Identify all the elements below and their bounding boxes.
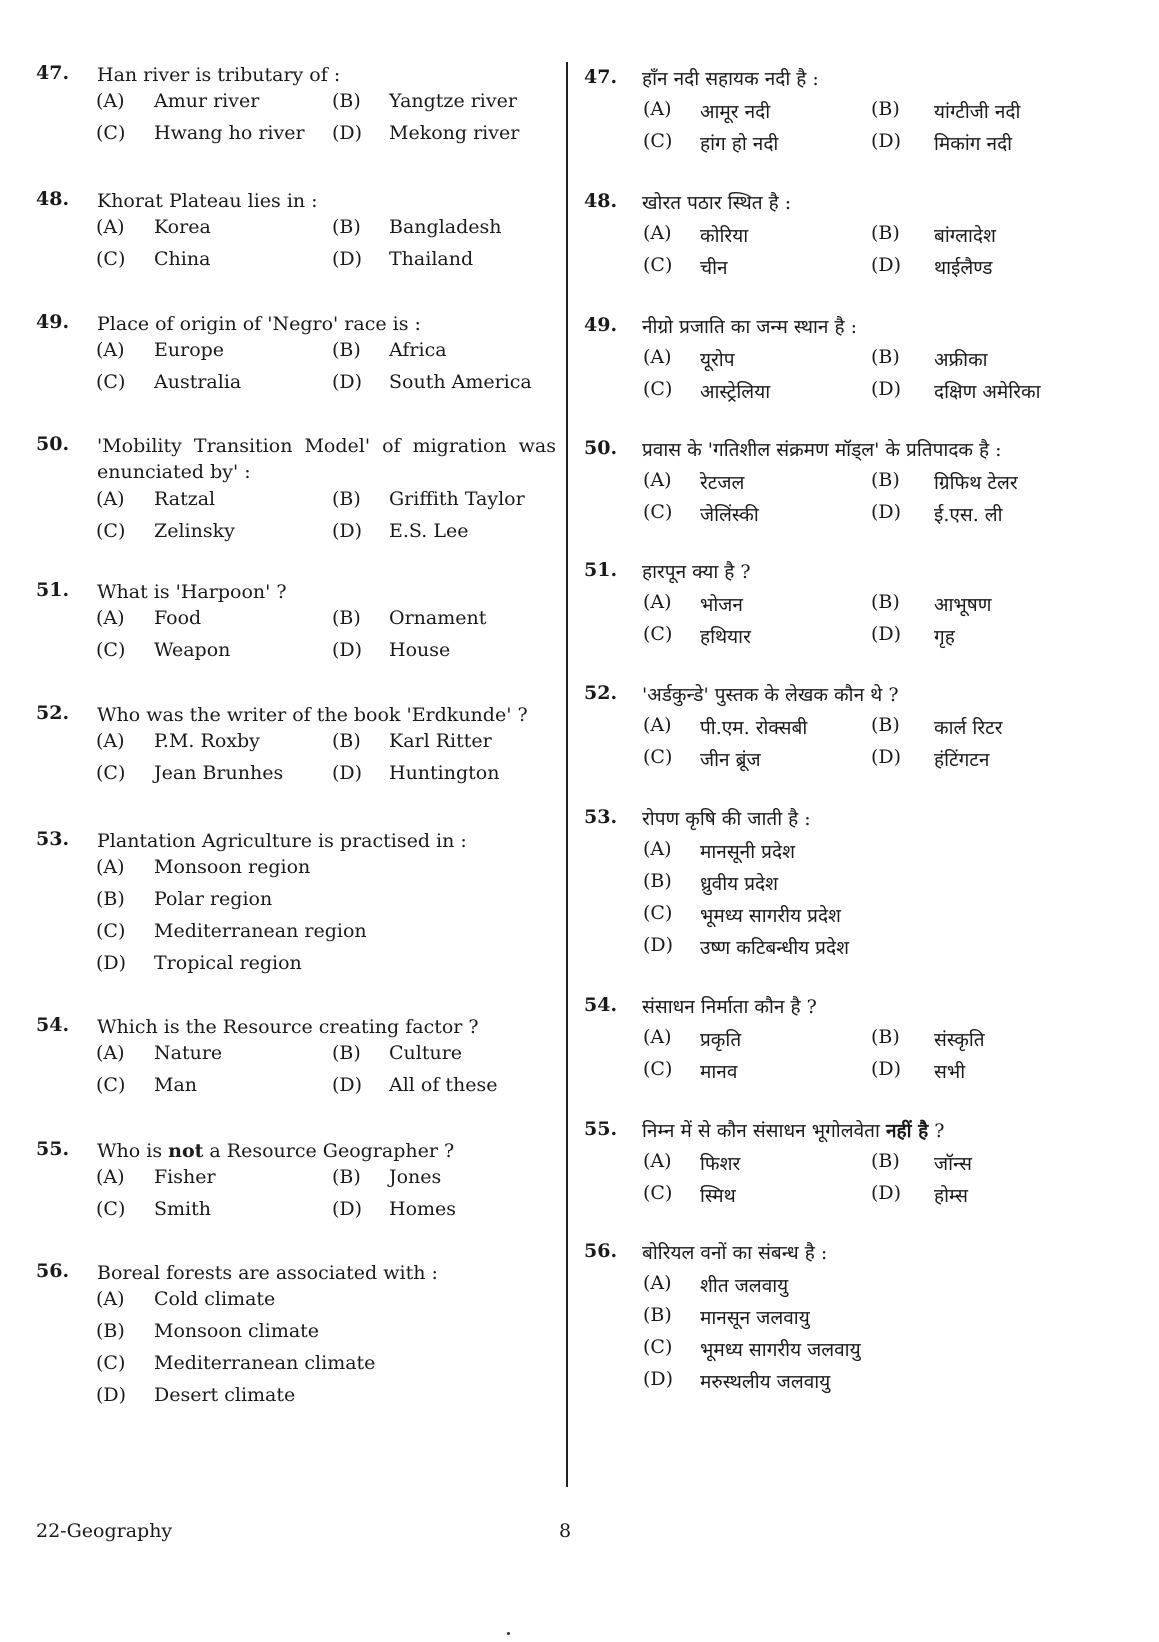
option-text: मानव (700, 1061, 738, 1083)
question-number: 55. (584, 1118, 618, 1140)
option-label: (A) (96, 90, 125, 112)
question-number: 52. (584, 682, 618, 704)
option-label: (B) (332, 488, 361, 510)
option-label: (A) (643, 1272, 672, 1294)
option-text: Nature (154, 1042, 223, 1064)
option-label: (C) (643, 378, 673, 400)
option-label: (A) (96, 216, 125, 238)
option-text: Australia (154, 371, 242, 393)
option-text: ई.एस. ली (934, 504, 1003, 526)
question-stem: Han river is tributary of : (97, 64, 341, 86)
option-text: पी.एम. रोक्सबी (700, 717, 808, 739)
option-text: मरुस्थलीय जलवायु (700, 1371, 831, 1393)
option-label: (B) (332, 90, 361, 112)
option-label: (B) (871, 714, 900, 736)
option-text: Food (154, 607, 202, 629)
option-text: जॉन्स (934, 1153, 972, 1175)
page-number: 8 (559, 1520, 572, 1542)
option-label: (C) (96, 520, 126, 542)
option-label: (D) (871, 1058, 902, 1080)
option-text: Cold climate (154, 1288, 276, 1310)
question-number: 49. (36, 311, 70, 333)
question-number: 51. (36, 579, 70, 601)
option-label: (A) (96, 1042, 125, 1064)
option-text: आभूषण (934, 594, 992, 616)
option-label: (A) (643, 1026, 672, 1048)
question-stem: What is 'Harpoon' ? (97, 581, 287, 603)
option-text: China (154, 248, 211, 270)
question-number: 52. (36, 702, 70, 724)
question-stem: Who was the writer of the book 'Erdkunde' ? (97, 704, 528, 726)
option-text: कोरिया (700, 225, 749, 247)
option-text: Europe (154, 339, 225, 361)
option-text: होम्स (934, 1185, 969, 1207)
option-label: (A) (96, 730, 125, 752)
option-text: भोजन (700, 594, 743, 616)
option-label: (C) (96, 1074, 126, 1096)
option-label: (B) (871, 346, 900, 368)
option-text: चीन (700, 257, 728, 279)
question-number: 54. (36, 1014, 70, 1036)
scan-mark (507, 1632, 510, 1635)
option-text: यांग्टीजी नदी (934, 101, 1021, 123)
question-stem: बोरियल वनों का संबन्ध है : (642, 1242, 828, 1264)
question-stem: Which is the Resource creating factor ? (97, 1016, 479, 1038)
option-label: (A) (96, 488, 125, 510)
question-stem: हाँन नदी सहायक नदी है : (642, 68, 819, 90)
question-stem: 'अर्डकुन्डे' पुस्तक के लेखक कौन थे ? (642, 684, 899, 706)
option-text: ध्रुवीय प्रदेश (700, 873, 779, 895)
option-text: शीत जलवायु (700, 1275, 789, 1297)
option-label: (D) (332, 371, 363, 393)
option-text: House (389, 639, 451, 661)
option-label: (D) (871, 746, 902, 768)
option-label: (A) (96, 339, 125, 361)
option-label: (A) (643, 98, 672, 120)
option-label: (A) (96, 1166, 125, 1188)
option-label: (A) (643, 714, 672, 736)
option-text: ग्रिफिथ टेलर (934, 472, 1018, 494)
option-label: (B) (332, 730, 361, 752)
option-text: भूमध्य सागरीय जलवायु (700, 1339, 861, 1361)
option-text: Polar region (154, 888, 273, 910)
option-label: (A) (96, 1288, 125, 1310)
option-text: E.S. Lee (389, 520, 469, 542)
option-label: (B) (643, 870, 672, 892)
option-label: (D) (332, 248, 363, 270)
option-label: (D) (643, 1368, 674, 1390)
option-text: Tropical region (154, 952, 302, 974)
option-text: Monsoon region (154, 856, 311, 878)
question-stem: Who is not a Resource Geographer ? (97, 1140, 455, 1162)
option-text: Africa (389, 339, 447, 361)
option-label: (C) (643, 902, 673, 924)
question-stem: Place of origin of 'Negro' race is : (97, 313, 421, 335)
footer-subject: 22-Geography (36, 1520, 173, 1542)
option-text: Griffith Taylor (389, 488, 525, 510)
option-label: (D) (871, 1182, 902, 1204)
option-text: आमूर नदी (700, 101, 771, 123)
option-label: (D) (332, 762, 363, 784)
option-label: (C) (643, 130, 673, 152)
question-number: 48. (584, 190, 618, 212)
option-text: Culture (389, 1042, 463, 1064)
option-label: (B) (871, 469, 900, 491)
option-text: कार्ल रिटर (934, 717, 1003, 739)
question-number: 51. (584, 559, 618, 581)
option-text: Mekong river (389, 122, 520, 144)
option-label: (B) (871, 1150, 900, 1172)
question-number: 50. (584, 437, 618, 459)
question-number: 56. (584, 1240, 618, 1262)
question-number: 47. (584, 66, 618, 88)
option-text: मिकांग नदी (934, 133, 1013, 155)
option-text: उष्ण कटिबन्धीय प्रदेश (700, 937, 849, 959)
option-text: स्मिथ (700, 1185, 736, 1207)
option-label: (D) (332, 639, 363, 661)
question-number: 50. (36, 433, 70, 455)
question-number: 53. (36, 828, 70, 850)
option-text: Hwang ho river (154, 122, 305, 144)
option-label: (B) (96, 888, 125, 910)
option-label: (D) (96, 952, 127, 974)
option-label: (B) (871, 222, 900, 244)
option-text: भूमध्य सागरीय प्रदेश (700, 905, 841, 927)
option-label: (C) (643, 1336, 673, 1358)
option-text: South America (389, 371, 532, 393)
option-text: मानसून जलवायु (700, 1307, 810, 1329)
option-label: (B) (871, 591, 900, 613)
option-text: Karl Ritter (389, 730, 492, 752)
option-text: थाईलैण्ड (934, 257, 993, 279)
option-label: (D) (871, 378, 902, 400)
option-text: सभी (934, 1061, 966, 1083)
option-label: (B) (871, 98, 900, 120)
question-number: 55. (36, 1138, 70, 1160)
option-label: (D) (871, 254, 902, 276)
option-text: आस्ट्रेलिया (700, 381, 771, 403)
option-text: Korea (154, 216, 211, 238)
option-text: Bangladesh (389, 216, 502, 238)
question-number: 54. (584, 994, 618, 1016)
option-text: अफ्रीका (934, 349, 988, 371)
option-label: (B) (96, 1320, 125, 1342)
option-text: हथियार (700, 626, 751, 648)
option-label: (A) (643, 591, 672, 613)
option-text: Ratzal (154, 488, 216, 510)
option-label: (D) (96, 1384, 127, 1406)
option-label: (A) (643, 222, 672, 244)
option-label: (B) (332, 216, 361, 238)
option-text: Jean Brunhes (154, 762, 284, 784)
option-label: (A) (96, 856, 125, 878)
option-text: Mediterranean climate (154, 1352, 376, 1374)
question-stem: 'Mobility Transition Model' of migration was enunciated by' : (97, 435, 556, 483)
option-label: (C) (96, 639, 126, 661)
question-stem: Boreal forests are associated with : (97, 1262, 438, 1284)
option-text: हंटिंगटन (934, 749, 990, 771)
option-text: मानसूनी प्रदेश (700, 841, 795, 863)
option-label: (D) (871, 130, 902, 152)
option-text: यूरोप (700, 349, 735, 371)
option-text: रेटजल (700, 472, 745, 494)
option-label: (C) (643, 501, 673, 523)
option-text: दक्षिण अमेरिका (934, 381, 1041, 403)
option-text: जीन ब्रूंज (700, 749, 761, 771)
option-text: गृह (934, 626, 955, 648)
option-text: Zelinsky (154, 520, 235, 542)
option-text: Monsoon climate (154, 1320, 320, 1342)
option-text: हांग हो नदी (700, 133, 779, 155)
question-number: 48. (36, 188, 70, 210)
option-label: (B) (871, 1026, 900, 1048)
question-stem: Plantation Agriculture is practised in : (97, 830, 467, 852)
option-label: (D) (332, 520, 363, 542)
option-label: (C) (643, 254, 673, 276)
option-label: (D) (332, 1198, 363, 1220)
option-text: Homes (389, 1198, 457, 1220)
option-label: (C) (643, 1182, 673, 1204)
option-label: (D) (871, 623, 902, 645)
question-stem: निम्न में से कौन संसाधन भूगोलवेता नहीं है ? (642, 1120, 945, 1142)
option-label: (C) (643, 623, 673, 645)
option-text: संस्कृति (934, 1029, 985, 1051)
option-text: प्रकृति (700, 1029, 742, 1051)
option-label: (A) (96, 607, 125, 629)
option-text: जेलिंस्की (700, 504, 759, 526)
option-label: (D) (332, 122, 363, 144)
option-label: (A) (643, 838, 672, 860)
option-label: (C) (96, 920, 126, 942)
option-label: (A) (643, 346, 672, 368)
question-number: 53. (584, 806, 618, 828)
question-stem: प्रवास के 'गतिशील संक्रमण मॉड्ल' के प्रतिपादक है : (642, 439, 1002, 461)
option-text: Jones (389, 1166, 442, 1188)
option-label: (B) (332, 607, 361, 629)
option-label: (C) (96, 248, 126, 270)
option-label: (B) (332, 1042, 361, 1064)
question-stem: हारपून क्या है ? (642, 561, 751, 583)
option-text: Yangtze river (389, 90, 517, 112)
question-stem: संसाधन निर्माता कौन है ? (642, 996, 817, 1018)
option-label: (C) (96, 1198, 126, 1220)
option-label: (B) (643, 1304, 672, 1326)
option-label: (A) (643, 469, 672, 491)
option-text: P.M. Roxby (154, 730, 260, 752)
question-stem: Khorat Plateau lies in : (97, 190, 318, 212)
column-divider (566, 62, 568, 1487)
option-label: (C) (96, 371, 126, 393)
option-label: (C) (643, 1058, 673, 1080)
option-label: (A) (643, 1150, 672, 1172)
option-label: (C) (643, 746, 673, 768)
option-text: Weapon (154, 639, 231, 661)
option-text: Thailand (389, 248, 474, 270)
question-stem: रोपण कृषि की जाती है : (642, 808, 811, 830)
question-stem: नीग्रो प्रजाति का जन्म स्थान है : (642, 316, 858, 338)
option-text: Smith (154, 1198, 211, 1220)
option-label: (D) (332, 1074, 363, 1096)
option-text: Amur river (154, 90, 260, 112)
option-text: Mediterranean region (154, 920, 367, 942)
option-text: Fisher (154, 1166, 216, 1188)
option-text: Man (154, 1074, 198, 1096)
option-label: (D) (871, 501, 902, 523)
question-number: 47. (36, 62, 70, 84)
option-text: Desert climate (154, 1384, 296, 1406)
question-stem: खोरत पठार स्थित है : (642, 192, 792, 214)
option-label: (B) (332, 1166, 361, 1188)
option-text: बांग्लादेश (934, 225, 996, 247)
option-label: (D) (643, 934, 674, 956)
option-label: (C) (96, 1352, 126, 1374)
option-label: (C) (96, 762, 126, 784)
option-text: All of these (389, 1074, 498, 1096)
question-number: 49. (584, 314, 618, 336)
question-number: 56. (36, 1260, 70, 1282)
option-label: (C) (96, 122, 126, 144)
option-text: Ornament (389, 607, 487, 629)
option-text: फिशर (700, 1153, 741, 1175)
option-label: (B) (332, 339, 361, 361)
option-text: Huntington (389, 762, 500, 784)
